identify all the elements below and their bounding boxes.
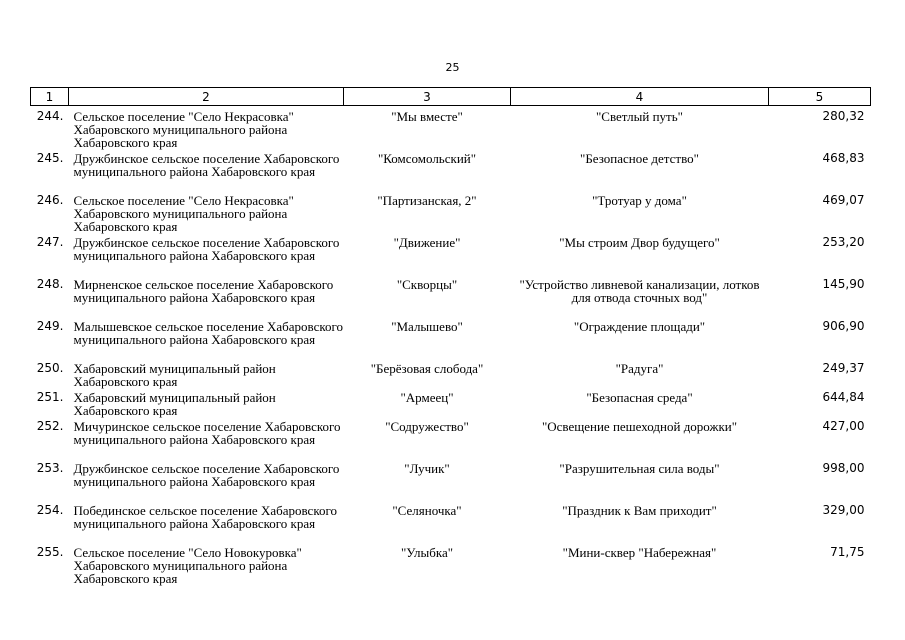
municipality-name: Дружбинское сельское поселение Хабаровского муниципального района Хабаровского края — [73, 151, 340, 179]
project-title: "Мы строим Двор будущего" — [559, 235, 720, 250]
project-title: "Радуга" — [615, 361, 664, 376]
municipality-name: Малышевское сельское поселение Хабаровского муниципального района Хабаровского края — [73, 319, 344, 347]
project-title: "Ограждение площади" — [573, 319, 706, 334]
column-header-5: 5 — [769, 88, 871, 106]
amount: 249,37 — [822, 361, 865, 375]
project-title: "Освещение пешеходной дорожки" — [541, 419, 738, 434]
row-number: 248. — [36, 277, 64, 291]
municipality-name: Мирненское сельское поселение Хабаровского муниципального района Хабаровского края — [73, 277, 334, 305]
amount: 469,07 — [822, 193, 865, 207]
amount: 906,90 — [822, 319, 865, 333]
project-name: "Партизанская, 2" — [377, 193, 477, 208]
project-name: "Улыбка" — [400, 545, 454, 560]
row-number: 246. — [36, 193, 64, 207]
project-name: "Селяночка" — [392, 503, 462, 518]
row-number: 250. — [36, 361, 64, 375]
column-header-2: 2 — [69, 88, 344, 106]
project-name: "Лучик" — [404, 461, 450, 476]
amount: 329,00 — [822, 503, 865, 517]
project-name: "Скворцы" — [396, 277, 458, 292]
table-row — [31, 504, 871, 546]
amount: 71,75 — [830, 545, 865, 559]
project-name: "Малышево" — [391, 319, 463, 334]
project-title: "Тротуар у дома" — [592, 193, 687, 208]
row-number: 244. — [36, 109, 64, 123]
municipality-name: Сельское поселение "Село Некрасовка" Хабаровского муниципального района Хабаровского края — [73, 109, 294, 150]
project-name: "Армеец" — [400, 390, 454, 405]
table-row — [31, 462, 871, 504]
row-number: 255. — [36, 545, 64, 559]
column-header-3: 3 — [344, 88, 511, 106]
project-title: "Устройство ливневой канализации, лотков для отвода сточных вод" — [519, 277, 760, 305]
amount: 253,20 — [822, 235, 865, 249]
projects-table — [30, 87, 871, 598]
row-number: 245. — [36, 151, 64, 165]
row-number: 254. — [36, 503, 64, 517]
municipality-name: Хабаровский муниципальный район Хабаровского края — [73, 390, 276, 418]
table-row — [31, 236, 871, 278]
municipality-name: Мичуринское сельское поселение Хабаровского муниципального района Хабаровского края — [73, 419, 341, 447]
amount: 644,84 — [822, 390, 865, 404]
table-row — [31, 546, 871, 598]
project-title: "Безопасное детство" — [580, 151, 699, 166]
project-name: "Комсомольский" — [377, 151, 477, 166]
table-row — [31, 194, 871, 236]
municipality-name: Дружбинское сельское поселение Хабаровского муниципального района Хабаровского края — [73, 461, 340, 489]
project-name: "Берёзовая слобода" — [370, 361, 484, 376]
amount: 998,00 — [822, 461, 865, 475]
table-row — [31, 320, 871, 362]
table-row — [31, 106, 871, 153]
table-row — [31, 278, 871, 320]
row-number: 251. — [36, 390, 64, 404]
table-row — [31, 420, 871, 462]
table-row — [31, 362, 871, 391]
project-name: "Мы вместе" — [391, 109, 463, 124]
amount: 468,83 — [822, 151, 865, 165]
project-name: "Движение" — [393, 235, 461, 250]
row-number: 249. — [36, 319, 64, 333]
table-row — [31, 152, 871, 194]
project-title: "Безопасная среда" — [586, 390, 693, 405]
municipality-name: Сельское поселение "Село Новокуровка" Хабаровского муниципального района Хабаровского края — [73, 545, 302, 586]
row-number: 247. — [36, 235, 64, 249]
project-title: "Мини-сквер "Набережная" — [562, 545, 717, 560]
amount: 427,00 — [822, 419, 865, 433]
table-header — [31, 88, 871, 106]
municipality-name: Сельское поселение "Село Некрасовка" Хабаровского муниципального района Хабаровского края — [73, 193, 294, 234]
row-number: 253. — [36, 461, 64, 475]
row-number: 252. — [36, 419, 64, 433]
project-title: "Светлый путь" — [596, 109, 683, 124]
project-title: "Разрушительная сила воды" — [559, 461, 720, 476]
municipality-name: Побединское сельское поселение Хабаровского муниципального района Хабаровского края — [73, 503, 337, 531]
municipality-name: Хабаровский муниципальный район Хабаровского края — [73, 361, 276, 389]
project-title: "Праздник к Вам приходит" — [562, 503, 717, 518]
amount: 145,90 — [822, 277, 865, 291]
project-name: "Содружество" — [385, 419, 469, 434]
column-header-1: 1 — [31, 88, 69, 106]
page-number: 25 — [445, 61, 460, 74]
municipality-name: Дружбинское сельское поселение Хабаровского муниципального района Хабаровского края — [73, 235, 340, 263]
column-header-4: 4 — [511, 88, 769, 106]
amount: 280,32 — [822, 109, 865, 123]
table-row — [31, 391, 871, 420]
